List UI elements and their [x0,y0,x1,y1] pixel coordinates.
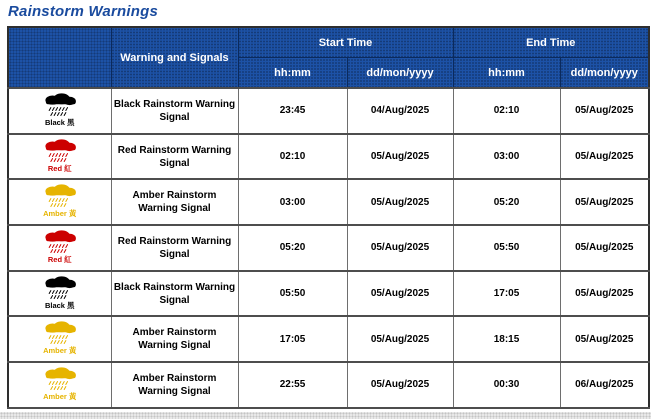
start-time: 05:20 [238,225,347,271]
end-time: 17:05 [453,271,560,317]
start-date: 05/Aug/2025 [347,316,453,362]
red-rainstorm-warning-icon [38,139,82,173]
signal-icon-cell [8,225,111,271]
red-rainstorm-warning-icon [38,230,82,264]
signal-name: Black Rainstorm Warning Signal [111,88,238,134]
page-title: Rainstorm Warnings [8,3,159,20]
end-time: 05:50 [453,225,560,271]
signal-name: Amber Rainstorm Warning Signal [111,316,238,362]
end-date: 05/Aug/2025 [560,134,649,180]
signal-icon-label: Amber 黃 [43,391,77,401]
end-time: 00:30 [453,362,560,408]
signal-icon-label: Red 紅 [47,163,72,173]
end-date: 05/Aug/2025 [560,316,649,362]
start-time-header: Start Time [238,27,453,58]
table-row [8,134,649,180]
start-date: 05/Aug/2025 [347,271,453,317]
signal-icon-cell [8,271,111,317]
end-date: 05/Aug/2025 [560,179,649,225]
end-time: 03:00 [453,134,560,180]
end-time: 05:20 [453,179,560,225]
start-hhmm-header: hh:mm [238,58,347,89]
signal-icon-label: Red 紅 [47,254,72,264]
warning-and-signals-header: Warning and Signals [111,27,238,88]
signal-icon-column-header [8,27,111,88]
end-time-header: End Time [453,27,649,58]
amber-rainstorm-warning-icon [38,367,82,401]
start-date: 04/Aug/2025 [347,88,453,134]
end-date: 06/Aug/2025 [560,362,649,408]
black-rainstorm-warning-icon [38,93,82,127]
signal-icon-cell [8,179,111,225]
start-time: 23:45 [238,88,347,134]
end-date: 05/Aug/2025 [560,225,649,271]
table-row [8,362,649,408]
start-time: 02:10 [238,134,347,180]
start-date: 05/Aug/2025 [347,179,453,225]
table-row [8,88,649,134]
signal-icon-label: Black 黑 [44,117,75,127]
end-time: 18:15 [453,316,560,362]
signal-name: Black Rainstorm Warning Signal [111,271,238,317]
signal-icon-label: Amber 黃 [43,209,77,219]
signal-name: Amber Rainstorm Warning Signal [111,179,238,225]
signal-icon-cell [8,88,111,134]
rainstorm-warnings-table [7,26,650,409]
start-date-format-header: dd/mon/yyyy [347,58,453,89]
table-row [8,179,649,225]
start-date: 05/Aug/2025 [347,362,453,408]
table-row [8,271,649,317]
end-hhmm-header: hh:mm [453,58,560,89]
signal-name: Amber Rainstorm Warning Signal [111,362,238,408]
end-date: 05/Aug/2025 [560,88,649,134]
start-time: 05:50 [238,271,347,317]
signal-icon-label: Black 黑 [44,300,75,310]
start-time: 22:55 [238,362,347,408]
signal-name: Red Rainstorm Warning Signal [111,225,238,271]
black-rainstorm-warning-icon [38,276,82,310]
start-date: 05/Aug/2025 [347,134,453,180]
amber-rainstorm-warning-icon [38,321,82,355]
signal-name: Red Rainstorm Warning Signal [111,134,238,180]
table-row [8,316,649,362]
signal-icon-cell [8,362,111,408]
signal-icon-cell [8,134,111,180]
start-time: 03:00 [238,179,347,225]
signal-icon-label: Amber 黃 [43,346,77,356]
end-date: 05/Aug/2025 [560,271,649,317]
start-date: 05/Aug/2025 [347,225,453,271]
end-date-format-header: dd/mon/yyyy [560,58,649,89]
signal-icon-cell [8,316,111,362]
amber-rainstorm-warning-icon [38,184,82,218]
start-time: 17:05 [238,316,347,362]
end-time: 02:10 [453,88,560,134]
table-row [8,225,649,271]
